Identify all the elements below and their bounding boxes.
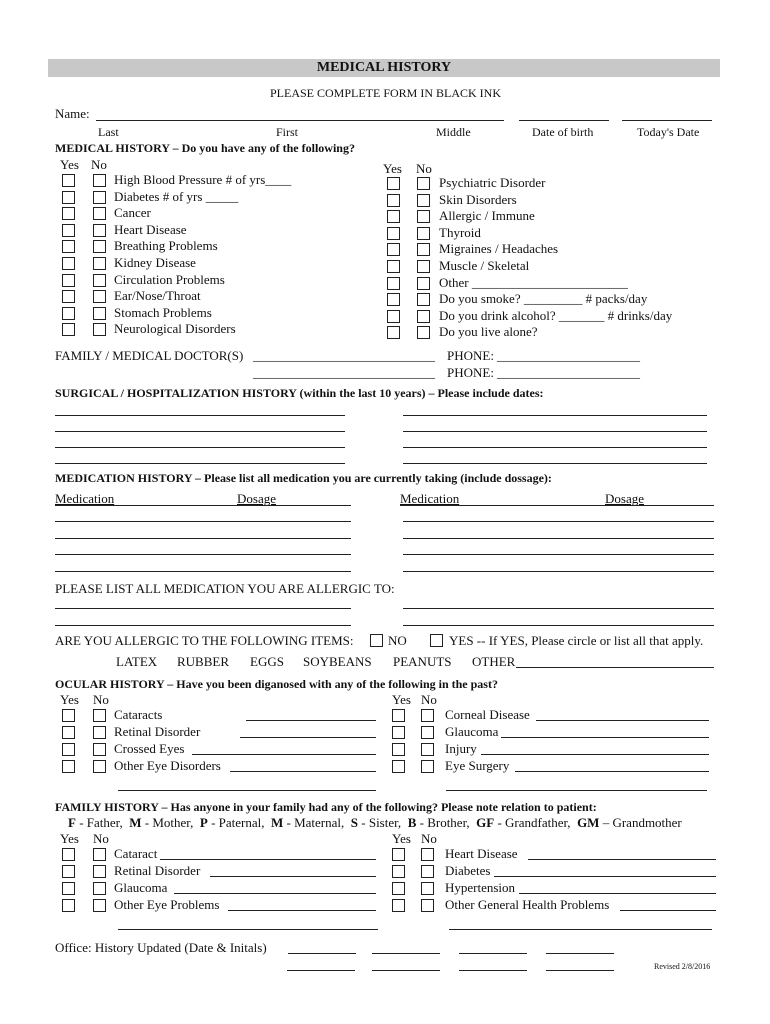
yes-header: Yes	[392, 692, 411, 707]
revised-date: Revised 2/8/2016	[654, 962, 711, 971]
yes-header: Yes	[383, 161, 402, 176]
ocular-condition-label: Crossed Eyes	[114, 741, 185, 756]
medication-input-line[interactable]	[55, 571, 351, 572]
yes-checkbox[interactable]	[392, 760, 405, 773]
surgical-input-line[interactable]	[55, 447, 345, 448]
no-checkbox[interactable]	[421, 848, 434, 861]
medication-heading: MEDICATION HISTORY – Please list all medication you are currently taking (include dossage):	[55, 471, 552, 485]
relation-desc: - Maternal,	[283, 815, 351, 830]
family-notes-line[interactable]	[160, 859, 376, 860]
ocular-condition-label: Corneal Disease	[445, 707, 530, 722]
condition-label: Skin Disorders	[439, 191, 517, 207]
no-checkbox[interactable]	[421, 899, 434, 912]
no-checkbox[interactable]	[417, 177, 430, 190]
relation-code: GF	[476, 815, 495, 830]
relation-code: S	[350, 815, 359, 830]
doctor-input-line-2[interactable]: ____________________________	[253, 365, 435, 380]
yes-checkbox[interactable]	[392, 709, 405, 722]
office-update-line[interactable]	[288, 953, 356, 954]
ocular-condition-label: Glaucoma	[445, 724, 499, 739]
office-update-line[interactable]	[546, 970, 614, 971]
medication-input-line[interactable]	[55, 521, 351, 522]
no-header: No	[421, 831, 437, 846]
yes-checkbox[interactable]	[62, 760, 75, 773]
allergic-medication-heading: PLEASE LIST ALL MEDICATION YOU ARE ALLERGIC TO:	[55, 581, 395, 596]
office-label: Office: History Updated (Date & Initals)	[55, 940, 267, 955]
condition-label: Do you live alone?	[439, 324, 538, 340]
ocular-notes-line[interactable]	[246, 720, 376, 721]
allergic-medication-line[interactable]	[55, 625, 351, 626]
yes-checkbox[interactable]	[62, 257, 75, 270]
ocular-extra-line[interactable]	[118, 790, 376, 791]
allergic-medication-line[interactable]	[55, 608, 351, 609]
label-last: Last	[98, 125, 119, 139]
phone-input-line-2[interactable]: ______________________	[497, 365, 640, 380]
no-checkbox[interactable]	[417, 194, 430, 207]
yes-checkbox[interactable]	[62, 848, 75, 861]
family-notes-line[interactable]	[494, 876, 716, 877]
yes-checkbox[interactable]	[392, 882, 405, 895]
ocular-extra-line[interactable]	[446, 790, 707, 791]
no-checkbox[interactable]	[421, 709, 434, 722]
no-checkbox[interactable]	[417, 293, 430, 306]
allergy-item-rubber[interactable]: RUBBER	[177, 654, 230, 669]
no-checkbox[interactable]	[417, 310, 430, 323]
family-extra-line[interactable]	[118, 929, 378, 930]
yes-checkbox[interactable]	[392, 848, 405, 861]
no-checkbox[interactable]	[421, 760, 434, 773]
yes-checkbox[interactable]	[392, 899, 405, 912]
family-notes-line[interactable]	[528, 859, 716, 860]
no-checkbox[interactable]	[93, 274, 106, 287]
relation-code: M	[270, 815, 284, 830]
family-condition-label: Retinal Disorder	[114, 863, 201, 878]
no-checkbox[interactable]	[421, 726, 434, 739]
label-first: First	[276, 125, 299, 139]
yes-checkbox[interactable]	[62, 726, 75, 739]
no-header: No	[416, 161, 432, 176]
condition-label: Other ________________________	[439, 274, 628, 290]
no-checkbox[interactable]	[93, 743, 106, 756]
family-heading: FAMILY HISTORY – Has anyone in your family had any of the following? Please note relation to patient:	[55, 800, 597, 814]
no-checkbox[interactable]	[93, 257, 106, 270]
medication-header-underline	[400, 505, 714, 506]
no-header: No	[93, 692, 109, 707]
ocular-condition-label: Cataracts	[114, 707, 163, 722]
no-checkbox[interactable]	[417, 277, 430, 290]
yes-checkbox[interactable]	[62, 323, 75, 336]
no-checkbox[interactable]	[417, 243, 430, 256]
no-checkbox[interactable]	[93, 224, 106, 237]
yes-checkbox[interactable]	[387, 293, 400, 306]
yes-checkbox[interactable]	[62, 224, 75, 237]
surgical-input-line[interactable]	[403, 415, 707, 416]
yes-checkbox[interactable]	[62, 709, 75, 722]
dosage-col-label-2: Dosage	[605, 491, 644, 506]
surgical-input-line[interactable]	[55, 415, 345, 416]
family-notes-line[interactable]	[228, 910, 376, 911]
page-title: MEDICAL HISTORY	[48, 59, 720, 77]
no-checkbox[interactable]	[93, 760, 106, 773]
yes-checkbox[interactable]	[62, 899, 75, 912]
allergy-item-eggs[interactable]: EGGS	[250, 654, 284, 669]
condition-label: Breathing Problems	[114, 238, 218, 254]
yes-checkbox[interactable]	[62, 274, 75, 287]
yes-checkbox[interactable]	[62, 191, 75, 204]
name-input-line[interactable]	[96, 120, 504, 121]
allergy-item-soybeans[interactable]: SOYBEANS	[303, 654, 372, 669]
family-notes-line[interactable]	[210, 876, 376, 877]
family-notes-line[interactable]	[519, 893, 716, 894]
no-checkbox[interactable]	[93, 307, 106, 320]
no-checkbox[interactable]	[417, 227, 430, 240]
yes-checkbox[interactable]	[62, 865, 75, 878]
no-checkbox[interactable]	[421, 743, 434, 756]
ocular-notes-line[interactable]	[515, 771, 709, 772]
yes-checkbox[interactable]	[392, 743, 405, 756]
no-checkbox[interactable]	[93, 726, 106, 739]
allergy-yes-label: YES -- If YES, Please circle or list all that apply.	[449, 633, 704, 648]
condition-label: Ear/Nose/Throat	[114, 288, 201, 304]
family-extra-line[interactable]	[449, 929, 712, 930]
family-relation-legend	[68, 815, 682, 831]
yes-checkbox[interactable]	[387, 277, 400, 290]
ocular-condition-label: Other Eye Disorders	[114, 758, 221, 773]
yes-checkbox[interactable]	[62, 307, 75, 320]
yes-header: Yes	[392, 831, 411, 846]
condition-label: Kidney Disease	[114, 255, 196, 270]
ocular-condition-label: Retinal Disorder	[114, 724, 201, 739]
phone-label: PHONE:	[447, 348, 494, 363]
no-checkbox[interactable]	[93, 290, 106, 303]
office-update-line[interactable]	[546, 953, 614, 954]
relation-desc: – Grandmother	[599, 815, 682, 830]
today-date-input-line[interactable]	[622, 120, 712, 121]
surgical-input-line[interactable]	[403, 463, 707, 464]
no-checkbox[interactable]	[417, 260, 430, 273]
yes-checkbox[interactable]	[387, 260, 400, 273]
no-checkbox[interactable]	[417, 210, 430, 223]
condition-label: Migraines / Headaches	[439, 241, 559, 257]
label-dob: Date of birth	[532, 125, 594, 139]
relation-code: P	[199, 815, 208, 830]
yes-checkbox[interactable]	[387, 227, 400, 240]
name-label: Name:	[55, 106, 90, 121]
surgical-input-line[interactable]	[403, 431, 707, 432]
no-header: No	[93, 831, 109, 846]
no-header: No	[91, 157, 107, 172]
yes-checkbox[interactable]	[62, 882, 75, 895]
allergy-yes-checkbox[interactable]	[430, 634, 443, 647]
relation-desc: - Sister,	[358, 815, 408, 830]
relation-code: M	[129, 815, 142, 830]
relation-desc: - Father,	[75, 815, 130, 830]
medication-input-line[interactable]	[403, 554, 714, 555]
no-checkbox[interactable]	[93, 191, 106, 204]
phone-label-2: PHONE:	[447, 365, 494, 380]
no-checkbox[interactable]	[93, 899, 106, 912]
yes-checkbox[interactable]	[392, 865, 405, 878]
family-notes-line[interactable]	[620, 910, 716, 911]
allergy-no-label: NO	[388, 633, 407, 648]
doctor-label: FAMILY / MEDICAL DOCTOR(S)	[55, 348, 244, 363]
condition-label: Psychiatric Disorder	[439, 175, 546, 190]
condition-label: Allergic / Immune	[439, 208, 535, 224]
family-condition-label: Cataract	[114, 846, 158, 861]
condition-label: Do you smoke? _________ # packs/day	[439, 291, 648, 307]
no-checkbox[interactable]	[421, 865, 434, 878]
relation-desc: - Brother,	[416, 815, 477, 830]
office-update-line[interactable]	[459, 953, 527, 954]
yes-checkbox[interactable]	[387, 210, 400, 223]
ocular-notes-line[interactable]	[192, 754, 376, 755]
family-condition-label: Glaucoma	[114, 880, 168, 895]
phone-input-line[interactable]: ______________________	[497, 348, 640, 363]
no-checkbox[interactable]	[93, 323, 106, 336]
yes-checkbox[interactable]	[387, 194, 400, 207]
surgical-input-line[interactable]	[55, 463, 345, 464]
subtitle: PLEASE COMPLETE FORM IN BLACK INK	[270, 86, 502, 100]
allergy-item-other: OTHER	[472, 654, 516, 669]
condition-label: Do you drink alcohol? _______ # drinks/day	[439, 307, 673, 323]
yes-checkbox[interactable]	[62, 207, 75, 220]
family-condition-label: Heart Disease	[445, 846, 518, 861]
ocular-condition-label: Injury	[445, 741, 477, 756]
yes-checkbox[interactable]	[392, 726, 405, 739]
condition-label: Thyroid	[439, 224, 481, 240]
no-checkbox[interactable]	[93, 882, 106, 895]
family-notes-line[interactable]	[174, 893, 376, 894]
allergy-no-checkbox[interactable]	[370, 634, 383, 647]
surgical-heading: SURGICAL / HOSPITALIZATION HISTORY (within the last 10 years) – Please include dates:	[55, 386, 544, 400]
no-checkbox[interactable]	[93, 865, 106, 878]
family-condition-label: Other Eye Problems	[114, 897, 220, 912]
yes-checkbox[interactable]	[387, 243, 400, 256]
ocular-heading: OCULAR HISTORY – Have you been diganosed with any of the following in the past?	[55, 677, 498, 691]
office-update-line[interactable]	[372, 953, 440, 954]
condition-label: High Blood Pressure # of yrs____	[114, 172, 292, 187]
allergy-item-peanuts[interactable]: PEANUTS	[393, 654, 452, 669]
medication-input-line[interactable]	[403, 538, 714, 539]
medication-input-line[interactable]	[403, 571, 714, 572]
relation-code: GM	[577, 815, 600, 830]
medication-input-line[interactable]	[55, 554, 351, 555]
yes-header: Yes	[60, 692, 79, 707]
medication-input-line[interactable]	[55, 538, 351, 539]
allergy-items-question: ARE YOU ALLERGIC TO THE FOLLOWING ITEMS:	[55, 633, 354, 648]
condition-label: Neurological Disorders	[114, 321, 236, 337]
doctor-input-line[interactable]: ____________________________	[253, 348, 435, 363]
yes-header: Yes	[60, 831, 79, 846]
family-condition-label: Other General Health Problems	[445, 897, 610, 912]
condition-label: Circulation Problems	[114, 271, 225, 287]
no-checkbox[interactable]	[93, 848, 106, 861]
no-checkbox[interactable]	[93, 207, 106, 220]
medication-input-line[interactable]	[403, 521, 714, 522]
no-checkbox[interactable]	[93, 174, 106, 187]
no-checkbox[interactable]	[417, 326, 430, 339]
label-today: Today's Date	[637, 125, 700, 139]
yes-checkbox[interactable]	[62, 174, 75, 187]
no-checkbox[interactable]	[93, 709, 106, 722]
yes-header: Yes	[60, 157, 79, 172]
yes-checkbox[interactable]	[387, 310, 400, 323]
office-update-line[interactable]	[287, 970, 355, 971]
ocular-notes-line[interactable]	[481, 754, 709, 755]
relation-code: B	[407, 815, 417, 830]
ocular-notes-line[interactable]	[536, 720, 709, 721]
ocular-notes-line[interactable]	[501, 737, 709, 738]
medication-header-underline	[55, 505, 351, 506]
office-update-line[interactable]	[372, 970, 440, 971]
allergy-item-latex[interactable]: LATEX	[116, 654, 158, 669]
condition-label: Stomach Problems	[114, 304, 212, 320]
yes-checkbox[interactable]	[387, 326, 400, 339]
dob-input-line[interactable]	[519, 120, 609, 121]
surgical-input-line[interactable]	[403, 447, 707, 448]
relation-desc: - Paternal,	[207, 815, 271, 830]
ocular-condition-label: Eye Surgery	[445, 758, 510, 773]
allergic-medication-line[interactable]	[403, 608, 714, 609]
yes-checkbox[interactable]	[62, 240, 75, 253]
no-header: No	[421, 692, 437, 707]
condition-label: Muscle / Skeletal	[439, 258, 530, 273]
condition-label: Heart Disease	[114, 221, 187, 237]
yes-checkbox[interactable]	[387, 177, 400, 190]
no-checkbox[interactable]	[421, 882, 434, 895]
relation-code: F	[68, 815, 76, 830]
ocular-notes-line[interactable]	[240, 737, 376, 738]
allergic-medication-line[interactable]	[403, 625, 714, 626]
dosage-col-label: Dosage	[237, 491, 276, 506]
ocular-notes-line[interactable]	[230, 771, 376, 772]
family-condition-label: Hypertension	[445, 880, 516, 895]
office-update-line[interactable]	[459, 970, 527, 971]
medication-col-label-2: Medication	[400, 491, 460, 506]
condition-label: Diabetes # of yrs _____	[114, 188, 239, 204]
yes-checkbox[interactable]	[62, 743, 75, 756]
surgical-input-line[interactable]	[55, 431, 345, 432]
allergy-other-input-line[interactable]	[516, 667, 714, 668]
medical-history-heading: MEDICAL HISTORY – Do you have any of the following?	[55, 141, 355, 155]
label-middle: Middle	[436, 125, 471, 139]
condition-label: Cancer	[114, 205, 151, 221]
relation-desc: - Mother,	[141, 815, 200, 830]
yes-checkbox[interactable]	[62, 290, 75, 303]
relation-desc: - Grandfather,	[494, 815, 578, 830]
family-condition-label: Diabetes	[445, 863, 491, 878]
no-checkbox[interactable]	[93, 240, 106, 253]
medication-col-label: Medication	[55, 491, 115, 506]
